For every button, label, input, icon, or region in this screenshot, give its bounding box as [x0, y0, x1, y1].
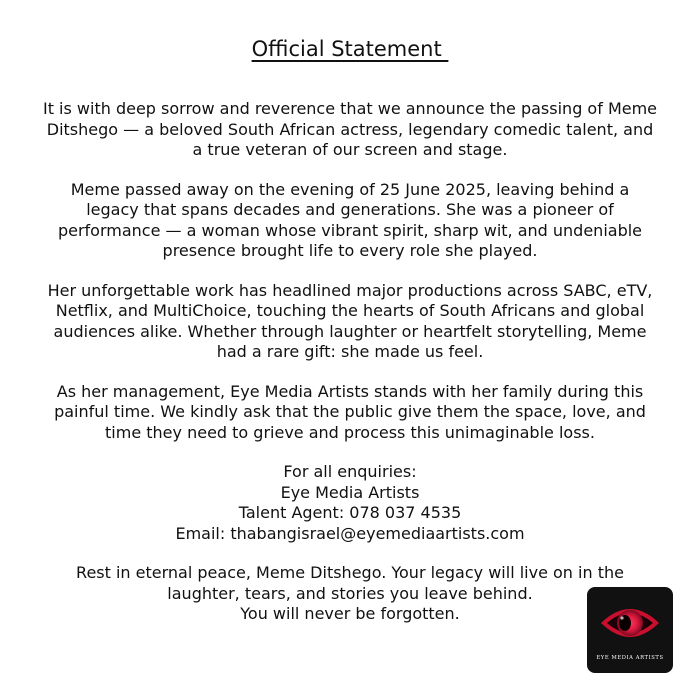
text-line: It is with deep sorrow and reverence that we announce the passing of Meme [42, 99, 658, 118]
text-line: a true veteran of our screen and stage. [192, 140, 508, 159]
text-line: Email: thabangisrael@eyemediaartists.com [175, 523, 525, 543]
text-line: performance — a woman whose vibrant spirit, sharp wit, and undeniable [57, 220, 643, 240]
text-line: Eye Media Artists [280, 482, 420, 502]
statement-title: Official Statement [251, 37, 449, 61]
logo-wordmark: EYE MEDIA ARTISTS [596, 655, 664, 661]
text-line: audiences alike. Whether through laughter or heartfelt storytelling, Meme [53, 321, 647, 341]
text-line: Ditshego — a beloved South African actress, legendary comedic talent, and [46, 119, 654, 139]
text-line: Meme passed away on the evening of 25 June 2025, leaving behind a [70, 179, 630, 199]
paragraph-career [30, 281, 670, 363]
text-line: time they need to grieve and process this unimaginable loss. [105, 422, 595, 442]
statement-body [30, 99, 670, 644]
paragraph-announcement [30, 99, 670, 161]
paragraph-tribute [30, 563, 670, 625]
paragraph-passing-details [30, 180, 670, 262]
paragraph-contact [30, 462, 670, 544]
text-line: had a rare gift: she made us feel. [216, 342, 484, 361]
text-line: Netflix, and MultiChoice, touching the hearts of South Africans and global [55, 301, 645, 320]
text-line: As her management, Eye Media Artists stands with her family during this [56, 381, 644, 401]
text-line: presence brought life to every role she played. [162, 241, 538, 260]
paragraph-management [30, 382, 670, 444]
text-line: laughter, tears, and stories you leave behind. [167, 583, 533, 603]
text-line: You will never be forgotten. [240, 604, 460, 623]
text-line: Talent Agent: 078 037 4535 [238, 503, 462, 522]
eye-media-artists-logo [587, 587, 673, 673]
text-line: For all enquiries: [283, 462, 417, 481]
text-line: legacy that spans decades and generations. She was a pioneer of [86, 200, 614, 219]
text-line: Her unforgettable work has headlined major productions across SABC, eTV, [47, 280, 653, 300]
text-line: painful time. We kindly ask that the public give them the space, love, and [54, 402, 646, 421]
text-line: Rest in eternal peace, Meme Ditshego. Your legacy will live on in the [76, 563, 624, 582]
